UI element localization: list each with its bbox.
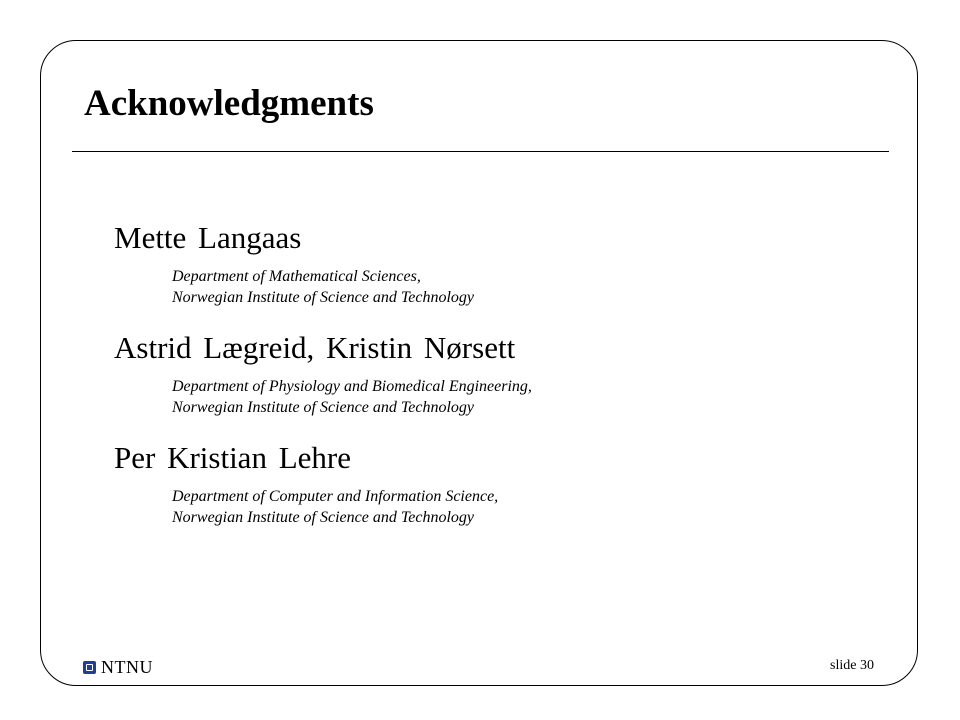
person-affiliation [172, 376, 894, 418]
person-affiliation [172, 486, 894, 528]
ntnu-logo [83, 656, 153, 678]
affiliation-institution: Norwegian Institute of Science and Technology [172, 289, 475, 306]
ntnu-logo-icon [83, 661, 96, 674]
person-name: Astrid Lægreid, Kristin Nørsett [114, 330, 516, 365]
slide-number: slide 30 [830, 658, 874, 673]
person-name: Per Kristian Lehre [114, 440, 351, 475]
affiliation-department: Department of Physiology and Biomedical Engineering, [172, 378, 532, 395]
acknowledgment-entry [114, 440, 894, 528]
slide-title: Acknowledgments [84, 83, 374, 124]
affiliation-institution: Norwegian Institute of Science and Technology [172, 399, 475, 416]
affiliation-institution: Norwegian Institute of Science and Technology [172, 509, 475, 526]
affiliation-department: Department of Mathematical Sciences, [172, 268, 421, 285]
logo-text: NTNU [101, 656, 153, 677]
acknowledgment-entry [114, 330, 894, 418]
person-name: Mette Langaas [114, 220, 302, 255]
acknowledgment-entry [114, 220, 894, 308]
title-divider [72, 151, 889, 152]
person-affiliation [172, 266, 894, 308]
affiliation-department: Department of Computer and Information Science, [172, 488, 499, 505]
